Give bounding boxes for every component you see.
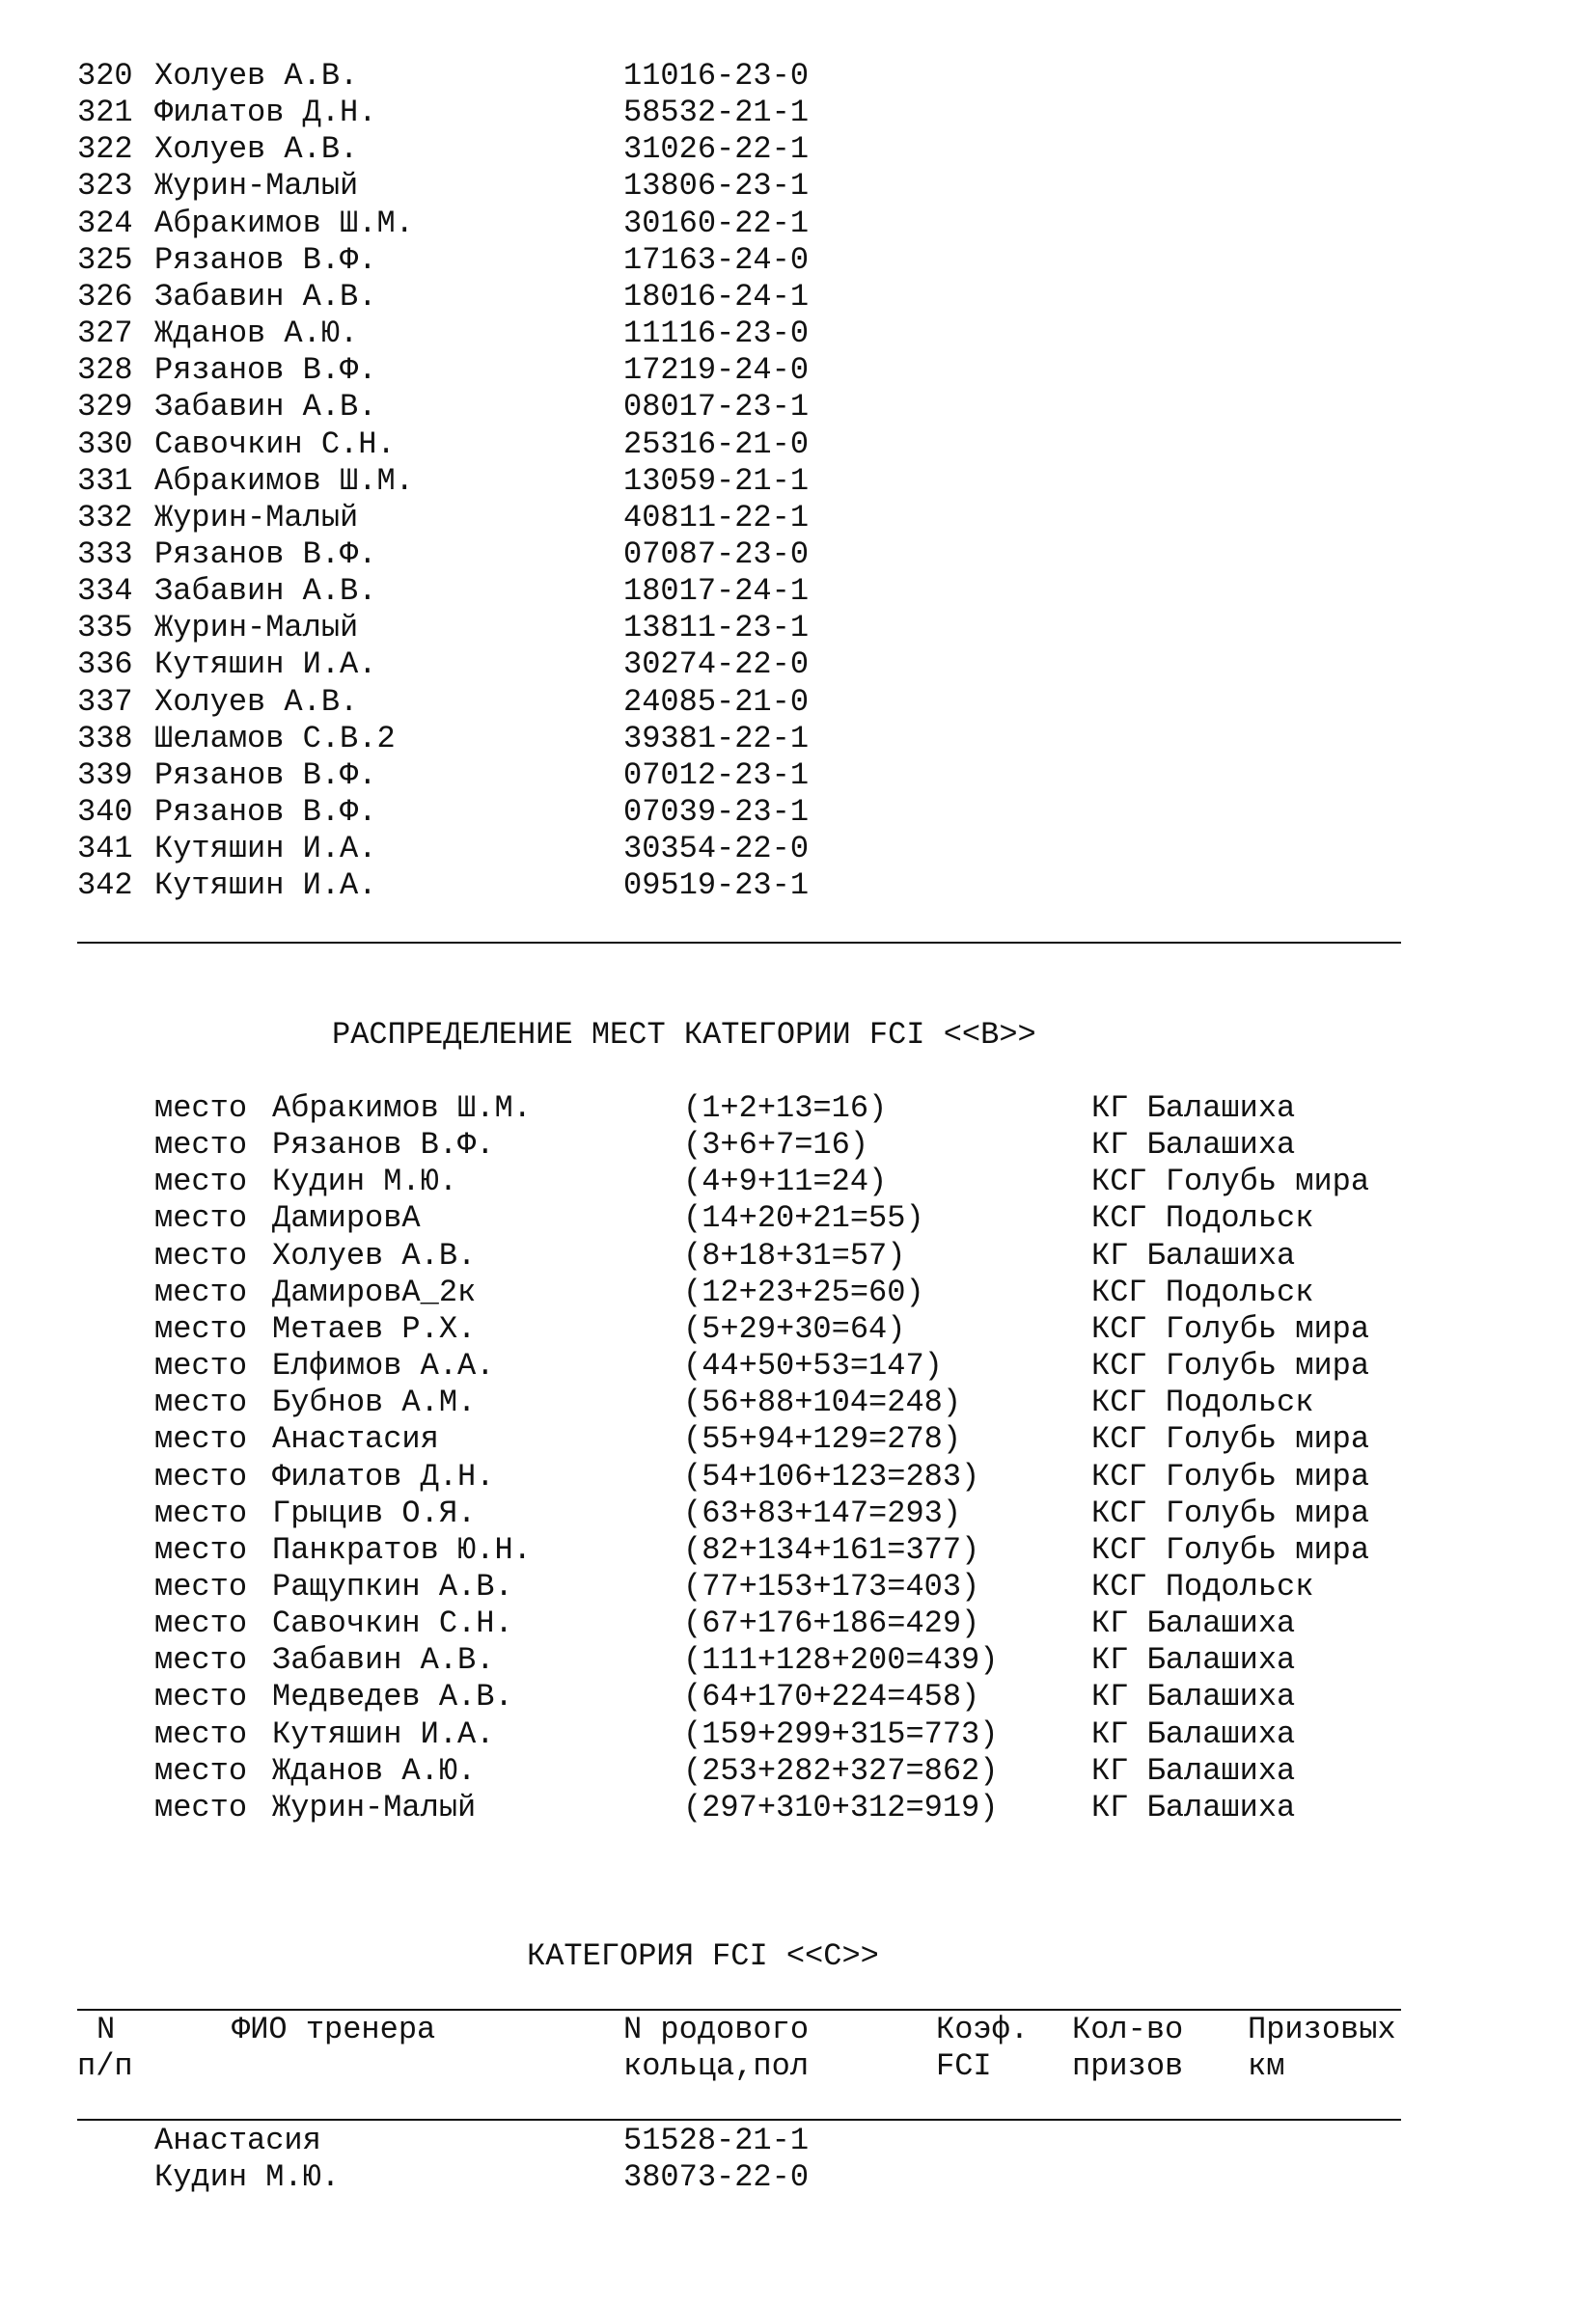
club-name: КГ Балашиха — [1091, 1090, 1296, 1126]
trainer-name: Забавин А.В. — [272, 1642, 495, 1679]
place-word: место — [154, 1310, 248, 1347]
row-number: 336 — [77, 646, 133, 683]
club-name: КСГ Голубь мира — [1091, 1458, 1370, 1495]
place-word: место — [154, 1642, 248, 1679]
trainer-name: Рязанов В.Ф. — [154, 535, 377, 572]
trainer-name: Холуев А.В. — [154, 683, 359, 720]
row-number: 335 — [77, 610, 133, 646]
trainer-name: Филатов Д.Н. — [272, 1458, 495, 1495]
place-word: место — [154, 1495, 248, 1531]
trainer-name: Анастасия — [272, 1421, 439, 1458]
trainer-name: Грыцив О.Я. — [272, 1495, 477, 1531]
row-number: 339 — [77, 756, 133, 793]
club-name: КСГ Подольск — [1091, 1200, 1314, 1237]
ring-number: 18017-24-1 — [623, 573, 810, 610]
trainer-name: Абракимов Ш.М. — [272, 1090, 532, 1126]
trainer-name: Кутяшин И.А. — [154, 867, 377, 904]
ring-number: 40811-22-1 — [623, 499, 810, 535]
place-word: место — [154, 1752, 248, 1789]
ring-number: 51528-21-1 — [623, 2123, 810, 2158]
row-number: 326 — [77, 278, 133, 315]
trainer-name: Абракимов Ш.М. — [154, 462, 414, 499]
trainer-name: Рязанов В.Ф. — [154, 794, 377, 830]
trainer-name: Кудин М.Ю. — [154, 2159, 341, 2196]
trainer-name: Журин-Малый — [154, 168, 359, 205]
place-word: место — [154, 1164, 248, 1200]
ring-number: 17219-24-0 — [623, 352, 810, 389]
place-word: место — [154, 1531, 248, 1568]
category-c-header-rule — [77, 2119, 1401, 2121]
place-word: место — [154, 1605, 248, 1642]
trainer-name: Елфимов А.А. — [272, 1348, 495, 1385]
ring-number: 30160-22-1 — [623, 205, 810, 241]
place-word: место — [154, 1385, 248, 1421]
row-number: 330 — [77, 425, 133, 462]
ring-number: 13059-21-1 — [623, 462, 810, 499]
club-name: КСГ Подольск — [1091, 1568, 1314, 1605]
category-c-top-rule — [77, 2009, 1401, 2011]
place-word: место — [154, 1421, 248, 1458]
results-divider — [77, 942, 1401, 944]
place-sum: (297+310+312=919) — [683, 1789, 999, 1825]
header-coef-line2: FCI — [936, 2048, 992, 2084]
header-name: ФИО тренера — [232, 2012, 436, 2047]
row-number: 325 — [77, 241, 133, 278]
row-number: 331 — [77, 462, 133, 499]
trainer-name: Рязанов В.Ф. — [154, 241, 377, 278]
row-number: 338 — [77, 720, 133, 756]
trainer-name: Кутяшин И.А. — [154, 646, 377, 683]
ring-number: 08017-23-1 — [623, 389, 810, 425]
place-sum: (54+106+123=283) — [683, 1458, 980, 1495]
place-sum: (3+6+7=16) — [683, 1127, 869, 1164]
place-sum: (8+18+31=57) — [683, 1237, 906, 1274]
trainer-name: Холуев А.В. — [272, 1237, 477, 1274]
row-number: 322 — [77, 131, 133, 168]
row-number: 327 — [77, 316, 133, 352]
place-word: место — [154, 1715, 248, 1752]
place-sum: (63+83+147=293) — [683, 1495, 962, 1531]
trainer-name: Журин-Малый — [154, 610, 359, 646]
place-word: место — [154, 1679, 248, 1715]
trainer-name: Журин-Малый — [154, 499, 359, 535]
row-number: 334 — [77, 573, 133, 610]
trainer-name: Ращупкин А.В. — [272, 1568, 513, 1605]
place-sum: (4+9+11=24) — [683, 1164, 888, 1200]
trainer-name: Филатов Д.Н. — [154, 95, 377, 131]
trainer-name: Метаев Р.Х. — [272, 1310, 477, 1347]
trainer-name: Савочкин С.Н. — [154, 425, 396, 462]
distribution-title: РАСПРЕДЕЛЕНИЕ МЕСТ КАТЕГОРИИ FCI <<B>> — [332, 1017, 1036, 1053]
place-sum: (14+20+21=55) — [683, 1200, 924, 1237]
club-name: КГ Балашиха — [1091, 1605, 1296, 1642]
place-word: место — [154, 1348, 248, 1385]
ring-number: 18016-24-1 — [623, 278, 810, 315]
trainer-name: Рязанов В.Ф. — [272, 1127, 495, 1164]
place-word: место — [154, 1200, 248, 1237]
club-name: КГ Балашиха — [1091, 1642, 1296, 1679]
trainer-name: Медведев А.В. — [272, 1679, 513, 1715]
row-number: 324 — [77, 205, 133, 241]
place-word: место — [154, 1127, 248, 1164]
place-sum: (1+2+13=16) — [683, 1090, 888, 1126]
place-sum: (111+128+200=439) — [683, 1642, 999, 1679]
place-word: место — [154, 1568, 248, 1605]
ring-number: 38073-22-0 — [623, 2159, 810, 2196]
ring-number: 09519-23-1 — [623, 867, 810, 904]
place-sum: (67+176+186=429) — [683, 1605, 980, 1642]
trainer-name: Анастасия — [154, 2123, 321, 2158]
trainer-name: Забавин А.В. — [154, 573, 377, 610]
header-prizes: Кол-во — [1072, 2012, 1184, 2047]
header-km: Призовых — [1248, 2012, 1396, 2047]
club-name: КСГ Голубь мира — [1091, 1421, 1370, 1458]
row-number: 341 — [77, 831, 133, 867]
club-name: КГ Балашиха — [1091, 1127, 1296, 1164]
trainer-name: Кудин М.Ю. — [272, 1164, 458, 1200]
place-word: место — [154, 1458, 248, 1495]
header-coef: Коэф. — [936, 2012, 1030, 2047]
trainer-name: Савочкин С.Н. — [272, 1605, 513, 1642]
place-sum: (253+282+327=862) — [683, 1752, 999, 1789]
club-name: КГ Балашиха — [1091, 1752, 1296, 1789]
row-number: 333 — [77, 535, 133, 572]
ring-number: 17163-24-0 — [623, 241, 810, 278]
ring-number: 11116-23-0 — [623, 316, 810, 352]
club-name: КГ Балашиха — [1091, 1789, 1296, 1825]
row-number: 320 — [77, 58, 133, 94]
trainer-name: Журин-Малый — [272, 1789, 477, 1825]
club-name: КСГ Подольск — [1091, 1274, 1314, 1310]
trainer-name: Шеламов С.В.2 — [154, 720, 396, 756]
club-name: КСГ Голубь мира — [1091, 1531, 1370, 1568]
row-number: 340 — [77, 794, 133, 830]
row-number: 337 — [77, 683, 133, 720]
trainer-name: ДамировА — [272, 1200, 421, 1237]
ring-number: 24085-21-0 — [623, 683, 810, 720]
ring-number: 13806-23-1 — [623, 168, 810, 205]
place-sum: (56+88+104=248) — [683, 1385, 962, 1421]
trainer-name: Забавин А.В. — [154, 278, 377, 315]
trainer-name: Забавин А.В. — [154, 389, 377, 425]
ring-number: 31026-22-1 — [623, 131, 810, 168]
place-word: место — [154, 1090, 248, 1126]
ring-number: 13811-23-1 — [623, 610, 810, 646]
ring-number: 25316-21-0 — [623, 425, 810, 462]
place-sum: (77+153+173=403) — [683, 1568, 980, 1605]
ring-number: 07039-23-1 — [623, 794, 810, 830]
trainer-name: Рязанов В.Ф. — [154, 756, 377, 793]
row-number: 321 — [77, 95, 133, 131]
trainer-name: Кутяшин И.А. — [154, 831, 377, 867]
ring-number: 30354-22-0 — [623, 831, 810, 867]
trainer-name: Бубнов А.М. — [272, 1385, 477, 1421]
club-name: КСГ Голубь мира — [1091, 1495, 1370, 1531]
place-word: место — [154, 1789, 248, 1825]
trainer-name: Жданов А.Ю. — [272, 1752, 477, 1789]
header-num-line2: п/п — [77, 2048, 133, 2084]
club-name: КГ Балашиха — [1091, 1237, 1296, 1274]
place-sum: (64+170+224=458) — [683, 1679, 980, 1715]
place-sum: (82+134+161=377) — [683, 1531, 980, 1568]
header-ring: N родового — [623, 2012, 810, 2047]
trainer-name: Рязанов В.Ф. — [154, 352, 377, 389]
header-num: N — [96, 2012, 116, 2047]
place-word: место — [154, 1237, 248, 1274]
place-sum: (44+50+53=147) — [683, 1348, 943, 1385]
ring-number: 39381-22-1 — [623, 720, 810, 756]
trainer-name: Кутяшин И.А. — [272, 1715, 495, 1752]
row-number: 323 — [77, 168, 133, 205]
trainer-name: Абракимов Ш.М. — [154, 205, 414, 241]
place-sum: (12+23+25=60) — [683, 1274, 924, 1310]
header-km-line2: км — [1248, 2048, 1285, 2084]
place-sum: (55+94+129=278) — [683, 1421, 962, 1458]
trainer-name: Холуев А.В. — [154, 58, 359, 94]
header-prizes-line2: призов — [1072, 2048, 1184, 2084]
place-sum: (5+29+30=64) — [683, 1310, 906, 1347]
category-c-title: КАТЕГОРИЯ FCI <<C>> — [527, 1938, 879, 1974]
club-name: КСГ Голубь мира — [1091, 1348, 1370, 1385]
club-name: КГ Балашиха — [1091, 1715, 1296, 1752]
trainer-name: Панкратов Ю.Н. — [272, 1531, 532, 1568]
ring-number: 11016-23-0 — [623, 58, 810, 94]
row-number: 328 — [77, 352, 133, 389]
place-word: место — [154, 1274, 248, 1310]
ring-number: 58532-21-1 — [623, 95, 810, 131]
row-number: 332 — [77, 499, 133, 535]
ring-number: 07012-23-1 — [623, 756, 810, 793]
club-name: КСГ Подольск — [1091, 1385, 1314, 1421]
place-sum: (159+299+315=773) — [683, 1715, 999, 1752]
row-number: 342 — [77, 867, 133, 904]
club-name: КГ Балашиха — [1091, 1679, 1296, 1715]
ring-number: 07087-23-0 — [623, 535, 810, 572]
row-number: 329 — [77, 389, 133, 425]
header-ring-line2: кольца,пол — [623, 2048, 810, 2084]
trainer-name: ДамировА_2к — [272, 1274, 477, 1310]
trainer-name: Жданов А.Ю. — [154, 316, 359, 352]
club-name: КСГ Голубь мира — [1091, 1164, 1370, 1200]
trainer-name: Холуев А.В. — [154, 131, 359, 168]
ring-number: 30274-22-0 — [623, 646, 810, 683]
club-name: КСГ Голубь мира — [1091, 1310, 1370, 1347]
